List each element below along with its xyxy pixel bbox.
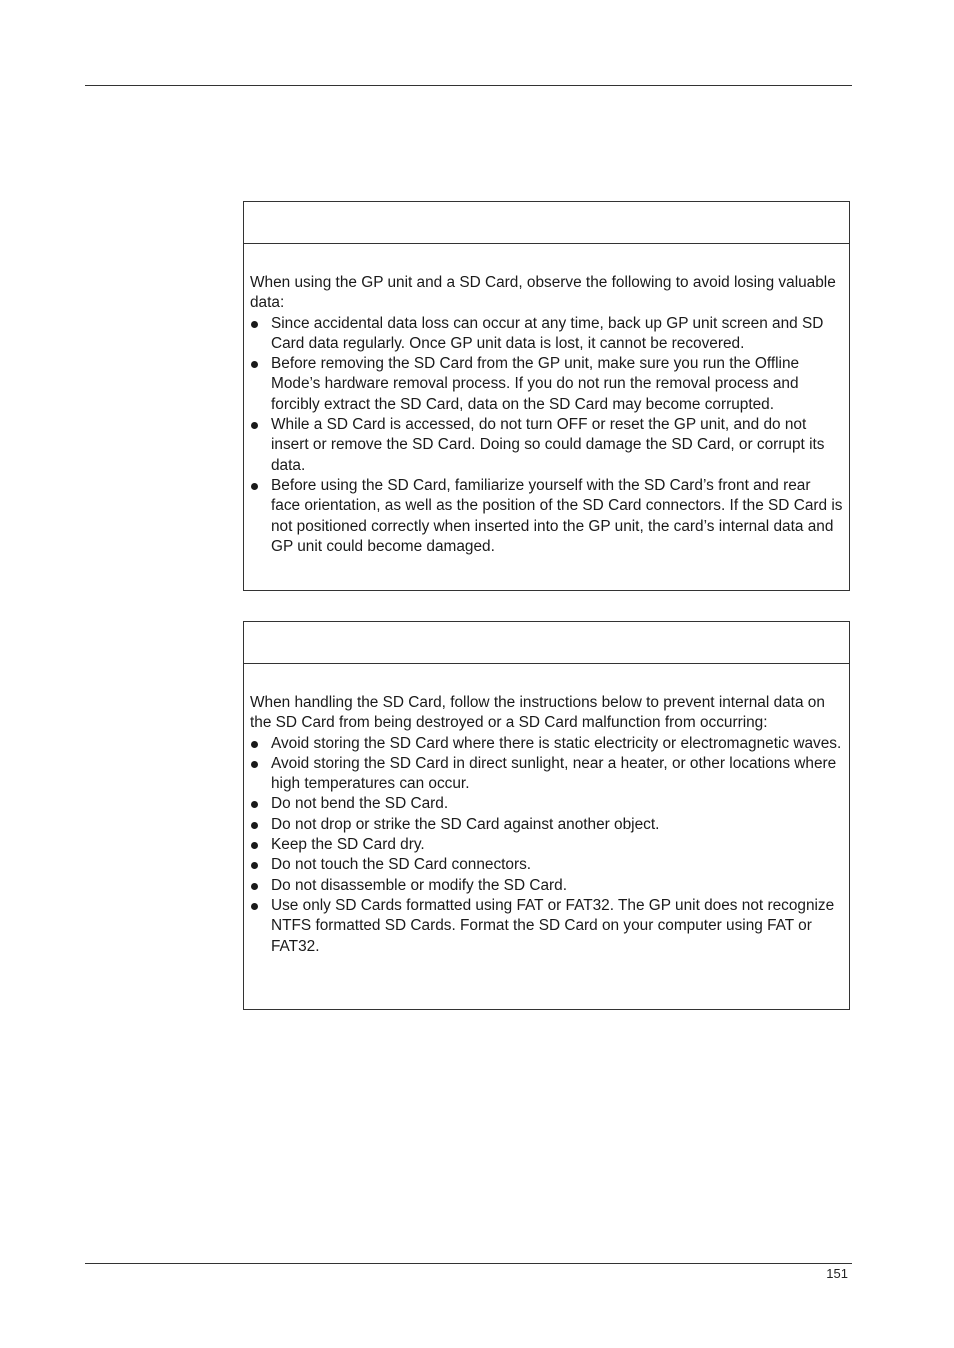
list-item bbox=[250, 896, 843, 957]
list-item-text: Do not touch the SD Card connectors. bbox=[271, 856, 532, 874]
bullet-icon bbox=[251, 741, 258, 748]
list-item-text: Do not drop or strike the SD Card against another object. bbox=[271, 815, 660, 833]
page-number: 151 bbox=[826, 1266, 848, 1281]
list-item bbox=[250, 835, 843, 855]
list-item bbox=[250, 815, 843, 835]
notice-list bbox=[250, 734, 843, 957]
list-item-text: Before using the SD Card, familiarize yourself with the SD Card’s front and rear face orientation, as well as the position of the SD Card connectors. If the SD Card is not positioned correctly when inserted into the GP unit, the card’s internal data and GP unit could become damaged. bbox=[271, 476, 843, 555]
bullet-icon bbox=[251, 842, 258, 849]
notice-box-handling bbox=[243, 621, 850, 1010]
bullet-icon bbox=[251, 801, 258, 808]
list-item-text: Use only SD Cards formatted using FAT or FAT32. The GP unit does not recognize NTFS formatted SD Cards. Format the SD Card on your computer using FAT or FAT32. bbox=[271, 896, 835, 955]
bullet-icon bbox=[251, 483, 258, 490]
list-item-text: Avoid storing the SD Card where there is static electricity or electromagnetic waves. bbox=[271, 734, 842, 752]
bullet-icon bbox=[251, 761, 258, 768]
notice-intro: When using the GP unit and a SD Card, observe the following to avoid losing valuable data: bbox=[250, 274, 836, 312]
notice-box-data-loss bbox=[243, 201, 850, 591]
list-item bbox=[250, 876, 843, 896]
bullet-icon bbox=[251, 883, 258, 890]
list-item-text: While a SD Card is accessed, do not turn OFF or reset the GP unit, and do not insert or remove the SD Card. Doing so could damage the SD Card, or corrupt its data. bbox=[271, 416, 825, 474]
bullet-icon bbox=[251, 422, 258, 429]
list-item-text: Keep the SD Card dry. bbox=[271, 836, 425, 854]
bullet-icon bbox=[251, 361, 258, 368]
list-item-text: Do not disassemble or modify the SD Card. bbox=[271, 876, 567, 894]
list-item bbox=[250, 476, 843, 557]
header-rule bbox=[85, 85, 852, 86]
list-item bbox=[250, 754, 843, 795]
footer-rule bbox=[85, 1263, 852, 1264]
notice-header bbox=[244, 202, 849, 244]
list-item-text: Do not bend the SD Card. bbox=[271, 795, 449, 813]
notice-intro: When handling the SD Card, follow the instructions below to prevent internal data on the SD Card from being destroyed or a SD Card malfunction from occurring: bbox=[250, 694, 825, 732]
list-item bbox=[250, 855, 843, 875]
list-item-text: Avoid storing the SD Card in direct sunlight, near a heater, or other locations where high temperatures can occur. bbox=[271, 754, 837, 793]
notice-list bbox=[250, 314, 843, 558]
bullet-icon bbox=[251, 321, 258, 328]
notice-header bbox=[244, 622, 849, 664]
list-item bbox=[250, 415, 843, 476]
list-item bbox=[250, 794, 843, 814]
bullet-icon bbox=[251, 903, 258, 910]
bullet-icon bbox=[251, 862, 258, 869]
list-item-text: Before removing the SD Card from the GP unit, make sure you run the Offline Mode’s hardware removal process. If you do not run the removal process and forcibly extract the SD Card, data on the SD Card may become corrupted. bbox=[271, 355, 800, 413]
list-item bbox=[250, 354, 843, 415]
notice-body bbox=[244, 664, 849, 957]
bullet-icon bbox=[251, 822, 258, 829]
notice-body bbox=[244, 244, 849, 557]
list-item bbox=[250, 314, 843, 355]
list-item-text: Since accidental data loss can occur at any time, back up GP unit screen and SD Card data regularly. Once GP unit data is lost, it cannot be recovered. bbox=[271, 314, 824, 352]
list-item bbox=[250, 734, 843, 754]
